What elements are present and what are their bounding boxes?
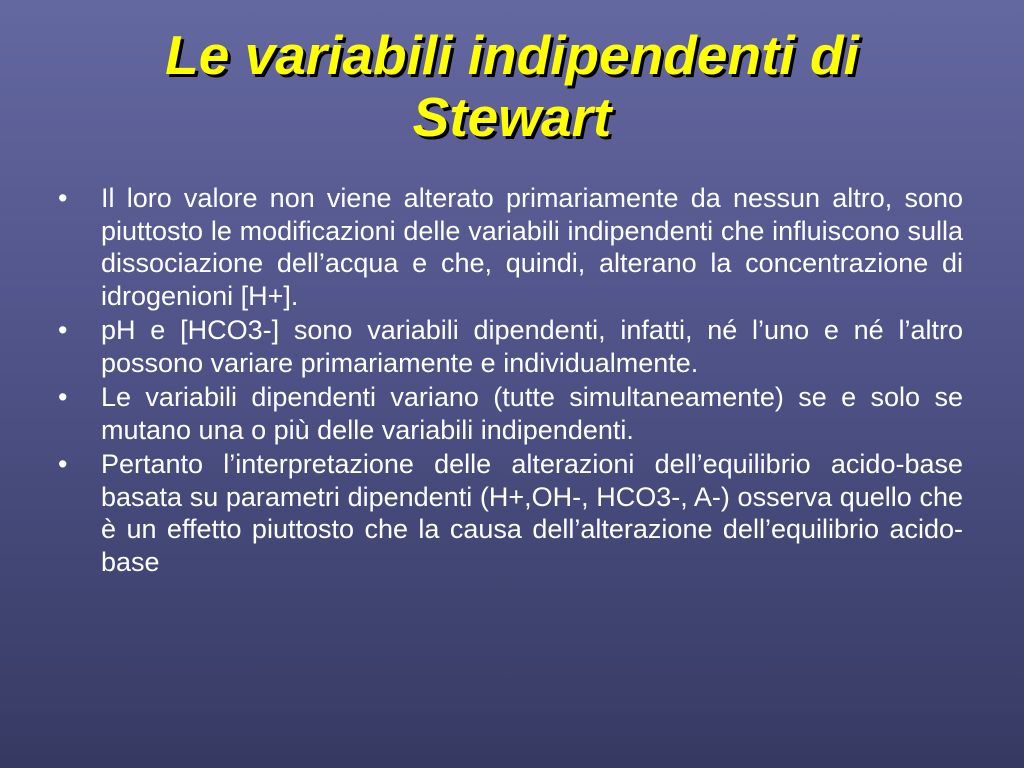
bullet-item-3 [58, 381, 963, 446]
bullet-icon: • [58, 315, 68, 345]
bullet-icon: • [58, 449, 68, 479]
slide-title [60, 24, 964, 148]
bullet-text-2: pH e [HCO3-] sono variabili dipendenti, infatti, né l’uno e né l’altro possono variare primariamente e individualmente. [101, 315, 963, 378]
slide-title-line-2: Stewart [412, 86, 612, 148]
bullet-item-1 [58, 182, 963, 312]
bullet-item-2 [58, 314, 963, 379]
bullet-text-1: Il loro valore non viene alterato primariamente da nessun altro, sono piuttosto le modificazioni delle variabili indipendenti che influiscono sulla dissociazione dell’acqua e che, quindi, alterano la concentrazione di idrogenioni [H+]. [101, 183, 963, 311]
bullet-item-4 [58, 448, 963, 578]
bullet-icon: • [58, 382, 68, 412]
bullet-list [58, 182, 963, 580]
bullet-text-4: Pertanto l’interpretazione delle alterazioni dell’equilibrio acido-base basata su parametri dipendenti (H+,OH-, HCO3-, A-) osserva quello che è un effetto piuttosto che la causa dell’alterazione dell’equilibrio acido-base [101, 449, 963, 577]
slide-title-line-1: Le variabili indipendenti di [165, 24, 859, 86]
bullet-icon: • [58, 183, 68, 213]
bullet-text-3: Le variabili dipendenti variano (tutte simultaneamente) se e solo se mutano una o più delle variabili indipendenti. [101, 382, 963, 445]
